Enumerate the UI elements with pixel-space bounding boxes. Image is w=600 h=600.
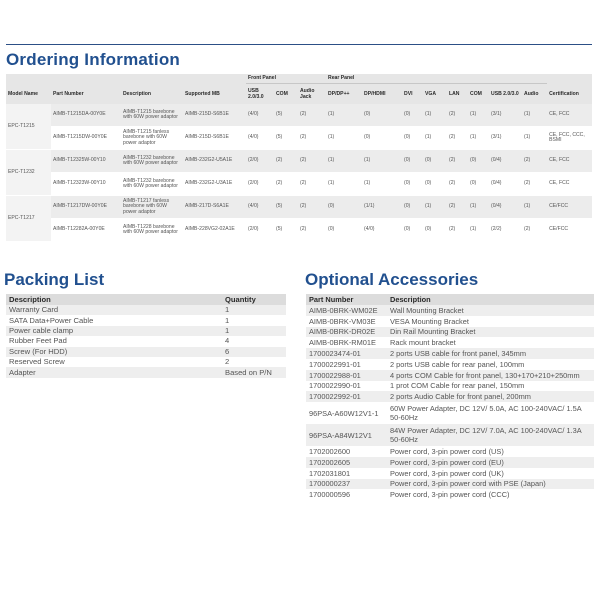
- table-row: [6, 219, 592, 242]
- packing-item-quantity: 1: [222, 305, 286, 315]
- list-item: [306, 359, 594, 370]
- list-item: [306, 327, 594, 338]
- packing-header-description: Description: [6, 294, 222, 305]
- optional-accessories-table: [306, 294, 594, 500]
- table-cell: (5): [274, 104, 298, 127]
- table-cell: (0/4): [491, 180, 502, 187]
- table-cell: (0/4): [489, 196, 522, 219]
- list-item: [306, 381, 594, 392]
- table-row: [6, 150, 592, 173]
- packing-item-description: Reserved Screw: [9, 357, 65, 367]
- table-cell: (2): [449, 134, 456, 141]
- accessory-part-number: 1700000237: [306, 479, 387, 490]
- front-panel-group-header: Front Panel: [246, 74, 326, 84]
- table-cell: AIMB-T1215DW-00Y0E: [53, 134, 107, 141]
- accessory-description: Power cord, 3-pin power cord (UK): [390, 468, 504, 478]
- list-item: [306, 457, 594, 468]
- packing-header-quantity: Quantity: [222, 294, 286, 305]
- table-cell: AIMB-228VG2-02A1E: [185, 226, 235, 233]
- table-cell: AIMB-215D-S6B1E: [185, 134, 229, 141]
- table-cell: AIMB-T1215 barebone with 60W power adaptor: [121, 104, 183, 127]
- list-item: [306, 391, 594, 402]
- table-cell: (2): [522, 150, 547, 173]
- table-cell: AIMB-T1232 barebone with 60W power adaptor: [121, 150, 183, 173]
- table-cell: AIMB-T1232 barebone with 60W power adaptor: [123, 177, 178, 189]
- table-cell: (0): [402, 104, 423, 127]
- packing-item-description: Rubber Feet Pad: [9, 336, 67, 346]
- table-cell: (1): [524, 134, 531, 141]
- list-item: [6, 315, 286, 325]
- table-cell: AIMB-232G2-U5A1E: [183, 150, 246, 173]
- table-cell: (2): [300, 180, 307, 187]
- table-cell: AIMB-T1215DA-00Y0E: [51, 104, 121, 127]
- table-cell: (2): [298, 150, 326, 173]
- ordering-header-blank: [547, 74, 592, 84]
- table-cell: (2): [447, 104, 468, 127]
- packing-item-description: Screw (For HDD): [6, 347, 222, 357]
- table-cell: (2/0): [246, 150, 274, 173]
- accessory-part-number: 1700022990-01: [309, 381, 361, 391]
- accessory-part-number: 1700022992-01: [306, 391, 387, 402]
- table-cell: (2): [447, 196, 468, 219]
- table-cell: CE/FCC: [549, 226, 569, 233]
- ordering-header-blank: [183, 74, 246, 84]
- list-item: [6, 357, 286, 367]
- table-cell: (2): [300, 226, 307, 233]
- table-cell: (2/0): [248, 226, 259, 233]
- table-cell: AIMB-T12282A-00Y0E: [53, 226, 105, 233]
- table-cell: AIMB-T12323W-00Y10: [53, 180, 106, 187]
- column-header: DVI: [402, 84, 423, 105]
- ordering-information-title: Ordering Information: [6, 50, 180, 69]
- table-cell: (1): [468, 104, 489, 127]
- list-item: [306, 348, 594, 359]
- ordering-header-blank: [51, 74, 121, 84]
- table-cell: AIMB-217D-S6A1E: [183, 196, 246, 219]
- table-cell: (2): [276, 180, 283, 187]
- accessory-part-number: 1702002605: [306, 457, 387, 468]
- model-name-cell: EPC-T1232: [6, 150, 51, 196]
- list-item: [306, 479, 594, 490]
- accessory-part-number: AIMB-0BRK-RM01E: [309, 338, 376, 348]
- table-cell: (2/2): [491, 226, 502, 233]
- accessory-description: 84W Power Adapter, DC 12V/ 7.0A, AC 100-240VAC/ 1.3A 50-60Hz: [387, 424, 594, 446]
- table-cell: (1/1): [362, 196, 402, 219]
- accessory-description: VESA Mounting Bracket: [390, 316, 469, 326]
- column-header: COM: [468, 84, 489, 105]
- table-cell: (0): [328, 226, 335, 233]
- list-item: [306, 468, 594, 479]
- column-header: USB 2.0/3.0: [246, 84, 274, 105]
- accessory-part-number: 1700022988-01: [306, 370, 387, 381]
- accessories-body: [306, 305, 594, 500]
- accessory-description: Din Rail Mounting Bracket: [387, 327, 594, 338]
- packing-item-quantity: 1: [222, 326, 286, 336]
- optional-accessories-title: Optional Accessories: [305, 270, 479, 289]
- list-item: [306, 337, 594, 348]
- table-cell: (2): [298, 196, 326, 219]
- accessory-part-number: 1702031801: [309, 468, 351, 478]
- packing-item-description: Adapter: [6, 367, 222, 377]
- table-cell: (4/0): [248, 134, 259, 141]
- table-cell: (0): [470, 180, 477, 187]
- accessories-header-part-number: Part Number: [306, 294, 387, 305]
- table-cell: (2): [300, 134, 307, 141]
- list-item: [306, 305, 594, 316]
- table-cell: (3/1): [489, 104, 522, 127]
- list-item: [6, 326, 286, 336]
- table-cell: AIMB-T1217DW-00Y0E: [51, 196, 121, 219]
- column-header: Part Number: [51, 84, 121, 105]
- table-cell: (1): [423, 104, 447, 127]
- column-header: DP/DP++: [326, 84, 362, 105]
- accessory-description: 2 ports Audio Cable for front panel, 200mm: [387, 391, 594, 402]
- column-header: DP/HDMI: [362, 84, 402, 105]
- table-cell: (1): [328, 134, 335, 141]
- table-cell: (0): [468, 150, 489, 173]
- table-cell: (1): [468, 196, 489, 219]
- table-cell: CE, FCC: [547, 104, 592, 127]
- table-cell: AIMB-T1215 fanless barebone with 60W power adaptor: [123, 128, 170, 146]
- list-item: [6, 336, 286, 346]
- accessory-description: Rack mount bracket: [390, 338, 456, 348]
- column-header: USB 2.0/3.0: [489, 84, 522, 105]
- list-item: [306, 446, 594, 457]
- table-cell: (1): [470, 134, 477, 141]
- accessory-description: Power cord, 3-pin power cord with PSE (Japan): [387, 479, 594, 490]
- table-cell: (1): [425, 134, 432, 141]
- table-cell: (2): [524, 226, 531, 233]
- table-row: [6, 196, 592, 219]
- table-row: [6, 127, 592, 150]
- table-cell: (0): [402, 196, 423, 219]
- table-cell: (1): [362, 150, 402, 173]
- packing-list-title: Packing List: [4, 270, 105, 289]
- packing-item-description: Warranty Card: [6, 305, 222, 315]
- ordering-table-body: [6, 104, 592, 242]
- accessory-description: 4 ports COM Cable for front panel, 130+170+210+250mm: [387, 370, 594, 381]
- list-item: [6, 347, 286, 357]
- table-cell: (0): [425, 226, 432, 233]
- list-item: [306, 424, 594, 446]
- table-cell: AIMB-T12325W-00Y10: [51, 150, 121, 173]
- accessory-part-number: 1702002600: [309, 447, 351, 457]
- rear-panel-group-header: Rear Panel: [326, 74, 547, 84]
- table-cell: (0): [423, 150, 447, 173]
- table-cell: AIMB-215D-S6B1E: [183, 104, 246, 127]
- accessory-part-number: 1700000596: [309, 490, 351, 500]
- table-cell: (4/0): [246, 104, 274, 127]
- ordering-header-blank: [6, 74, 51, 84]
- table-cell: (1): [328, 180, 335, 187]
- list-item: [306, 402, 594, 424]
- packing-item-description: SATA Data+Power Cable: [9, 315, 94, 325]
- table-cell: (2/0): [248, 180, 259, 187]
- table-cell: (3/1): [491, 134, 502, 141]
- model-name-cell: EPC-T1217: [6, 196, 51, 242]
- accessory-description: Power cord, 3-pin power cord (EU): [387, 457, 594, 468]
- packing-item-quantity: 1: [225, 315, 230, 325]
- table-cell: CE, FCC, CCC, BSMI: [549, 131, 585, 143]
- table-cell: (0): [364, 134, 371, 141]
- accessories-header-description: Description: [387, 294, 594, 305]
- table-cell: (0): [362, 104, 402, 127]
- table-cell: (2): [449, 226, 456, 233]
- accessory-part-number: AIMB-0BRK-VM03E: [309, 316, 376, 326]
- accessory-description: Power cord, 3-pin power cord (CCC): [390, 490, 510, 500]
- table-cell: (4/0): [364, 226, 375, 233]
- table-cell: (2): [524, 180, 531, 187]
- table-cell: CE, FCC: [547, 150, 592, 173]
- table-cell: (5): [276, 134, 283, 141]
- table-cell: (5): [274, 196, 298, 219]
- column-header: LAN: [447, 84, 468, 105]
- column-header: Supported MB: [183, 84, 246, 105]
- accessory-part-number: 1700023474-01: [306, 348, 387, 359]
- accessory-description: 2 ports USB cable for rear panel, 100mm: [390, 359, 525, 369]
- list-item: [306, 489, 594, 500]
- table-cell: (2): [274, 150, 298, 173]
- table-cell: (0): [425, 180, 432, 187]
- accessory-part-number: 1700022991-01: [309, 359, 361, 369]
- ordering-header-blank: [121, 74, 183, 84]
- table-cell: (1): [423, 196, 447, 219]
- accessory-part-number: AIMB-0BRK-WM02E: [306, 305, 387, 316]
- ordering-table: [6, 74, 592, 242]
- table-cell: AIMB-232G2-U3A1E: [185, 180, 233, 187]
- accessory-description: 60W Power Adapter, DC 12V/ 5.0A, AC 100-240VAC/ 1.5A 50-60Hz: [390, 404, 582, 423]
- column-header: Description: [121, 84, 183, 105]
- accessory-description: Wall Mounting Bracket: [387, 305, 594, 316]
- table-cell: (2): [298, 104, 326, 127]
- table-cell: (1): [326, 150, 362, 173]
- table-cell: (1): [326, 104, 362, 127]
- model-name-cell: EPC-T1215: [6, 104, 51, 150]
- packing-list-table: [6, 294, 286, 378]
- list-item: [306, 316, 594, 327]
- table-row: [6, 173, 592, 196]
- table-cell: (1): [364, 180, 371, 187]
- table-cell: (0): [404, 226, 411, 233]
- table-row: [6, 104, 592, 127]
- table-cell: (0): [402, 150, 423, 173]
- table-cell: AIMB-T1217 fanless barebone with 60W power adaptor: [121, 196, 183, 219]
- table-cell: (1): [522, 196, 547, 219]
- packing-item-description: Power cable clamp: [6, 326, 222, 336]
- table-cell: (2): [447, 150, 468, 173]
- table-cell: CE/FCC: [547, 196, 592, 219]
- table-cell: AIMB-T1228 barebone with 60W power adaptor: [123, 223, 178, 235]
- column-header: COM: [274, 84, 298, 105]
- list-item: [6, 367, 286, 377]
- accessory-description: 2 ports USB cable for front panel, 345mm: [387, 348, 594, 359]
- table-cell: (2): [449, 180, 456, 187]
- table-cell: (0): [404, 180, 411, 187]
- table-cell: (1): [522, 104, 547, 127]
- table-cell: (0): [326, 196, 362, 219]
- table-cell: (5): [276, 226, 283, 233]
- table-cell: CE, FCC: [549, 180, 570, 187]
- column-header: Certification: [547, 84, 592, 105]
- packing-item-quantity: Based on P/N: [222, 367, 286, 377]
- accessory-description: Power cord, 3-pin power cord (US): [390, 447, 504, 457]
- table-cell: (4/0): [246, 196, 274, 219]
- column-header: Audio: [522, 84, 547, 105]
- column-header: VGA: [423, 84, 447, 105]
- column-header: Model Name: [6, 84, 51, 105]
- list-item: [306, 370, 594, 381]
- packing-item-quantity: 2: [225, 357, 230, 367]
- table-cell: (1): [470, 226, 477, 233]
- column-header: Audio Jack: [298, 84, 326, 105]
- top-divider-line: [6, 44, 592, 45]
- packing-item-quantity: 4: [225, 336, 230, 346]
- accessory-part-number: 96PSA-A60W12V1-1: [309, 408, 379, 418]
- accessory-description: 1 prot COM Cable for rear panel, 150mm: [390, 381, 525, 391]
- packing-item-quantity: 6: [222, 347, 286, 357]
- packing-list-body: [6, 305, 286, 378]
- list-item: [6, 305, 286, 315]
- table-cell: (0): [404, 134, 411, 141]
- table-cell: (0/4): [489, 150, 522, 173]
- accessory-part-number: AIMB-0BRK-DR02E: [306, 327, 387, 338]
- accessory-part-number: 96PSA-A84W12V1: [306, 424, 387, 446]
